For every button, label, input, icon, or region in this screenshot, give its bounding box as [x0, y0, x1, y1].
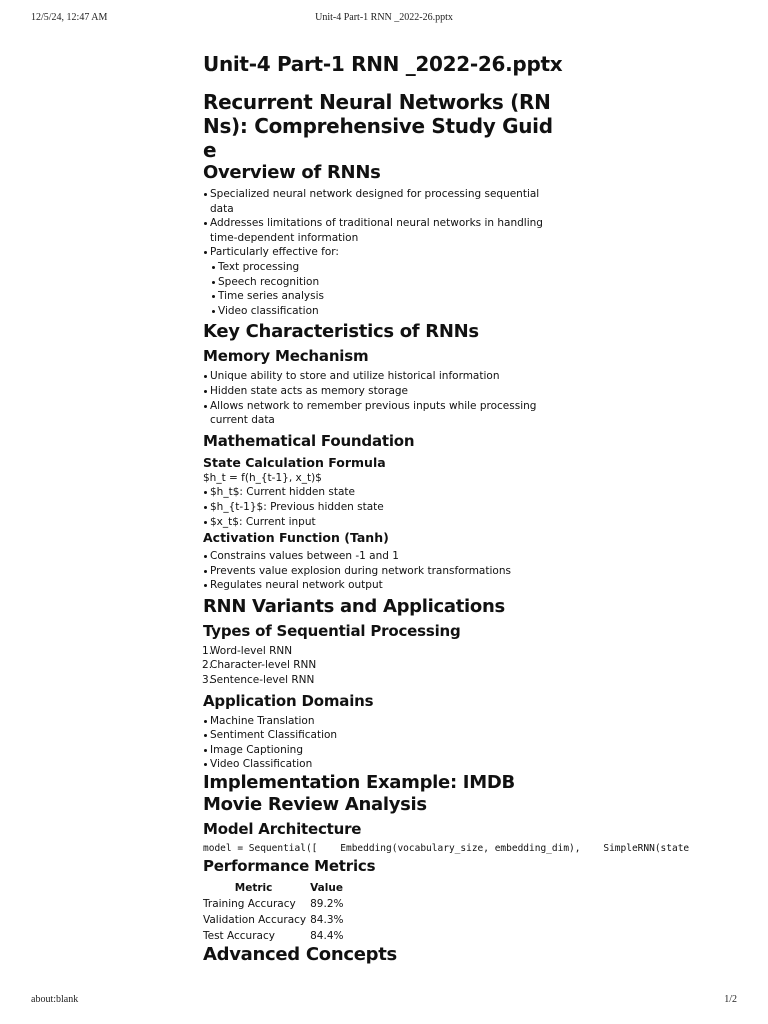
- list-item: Specialized neural network designed for processing sequential data: [210, 187, 563, 216]
- main-heading: Recurrent Neural Networks (RNNs): Comprehensive Study Guide: [203, 90, 553, 162]
- list-item: Time series analysis: [218, 289, 563, 304]
- table-row: [203, 928, 349, 944]
- overview-heading: Overview of RNNs: [203, 162, 381, 183]
- table-cell: 89.2%: [310, 898, 344, 911]
- overview-list: [203, 187, 563, 260]
- table-header-cell: Metric: [234, 882, 273, 895]
- key-characteristics-heading: Key Characteristics of RNNs: [203, 321, 479, 343]
- list-item: $h_t$: Current hidden state: [210, 485, 563, 500]
- document-body: [203, 52, 690, 966]
- print-url: about:blank: [31, 994, 79, 1005]
- list-item: Addresses limitations of traditional neural networks in handling time-dependent information: [210, 216, 563, 245]
- overview-sublist: [203, 260, 563, 318]
- table-row: [203, 896, 349, 912]
- table-cell: 84.4%: [310, 930, 344, 943]
- code-block: model = Sequential([ Embedding(vocabulary_size, embedding_dim), SimpleRNN(state: [203, 843, 690, 855]
- print-page-number: 1/2: [724, 994, 737, 1005]
- table-header-cell: Value: [310, 882, 343, 895]
- list-item: Text processing: [218, 260, 563, 275]
- memory-list: [203, 369, 563, 427]
- list-item: Unique ability to store and utilize historical information: [210, 369, 563, 384]
- list-item: Sentence-level RNN: [210, 674, 315, 687]
- list-item: Particularly effective for:: [210, 245, 563, 260]
- table-row: [203, 912, 349, 928]
- print-datetime: 12/5/24, 12:47 AM: [31, 12, 108, 23]
- table-cell: Test Accuracy: [203, 930, 275, 943]
- domains-heading: Application Domains: [203, 691, 374, 710]
- table-cell: 84.3%: [310, 914, 344, 927]
- formula-list: [203, 485, 563, 529]
- list-item: Video Classification: [210, 757, 563, 772]
- list-item: Sentiment Classification: [210, 728, 563, 743]
- types-heading: Types of Sequential Processing: [203, 621, 461, 640]
- state-formula: $h_t = f(h_{t-1}, x_t)$: [203, 471, 322, 484]
- list-item: Character-level RNN: [210, 659, 317, 672]
- architecture-heading: Model Architecture: [203, 820, 362, 839]
- list-item: Video classification: [218, 304, 563, 319]
- variants-heading: RNN Variants and Applications: [203, 595, 505, 617]
- list-item: Speech recognition: [218, 275, 563, 290]
- print-header: [0, 12, 768, 26]
- table-cell: Training Accuracy: [203, 898, 296, 911]
- print-doc-title: Unit-4 Part-1 RNN _2022-26.pptx: [315, 12, 453, 23]
- implementation-heading: Implementation Example: IMDB Movie Review Analysis: [203, 772, 515, 816]
- document-title: Unit-4 Part-1 RNN _2022-26.pptx: [203, 52, 563, 76]
- print-footer: [0, 994, 768, 1008]
- list-item: Hidden state acts as memory storage: [210, 384, 563, 399]
- domains-list: [203, 714, 563, 772]
- advanced-heading: Advanced Concepts: [203, 944, 397, 966]
- list-item: $x_t$: Current input: [210, 515, 563, 530]
- table-header-row: [203, 880, 349, 896]
- list-item: Allows network to remember previous inputs while processing current data: [210, 399, 563, 428]
- math-heading: Mathematical Foundation: [203, 431, 415, 450]
- memory-heading: Memory Mechanism: [203, 347, 369, 366]
- types-list: [203, 644, 563, 688]
- list-item: Machine Translation: [210, 714, 563, 729]
- list-item: Image Captioning: [210, 743, 563, 758]
- list-item: Word-level RNN: [210, 644, 293, 657]
- table-cell: Validation Accuracy: [203, 914, 307, 927]
- list-item: $h_{t-1}$: Previous hidden state: [210, 500, 563, 515]
- activation-heading: Activation Function (Tanh): [203, 530, 389, 546]
- list-item: Regulates neural network output: [210, 578, 563, 593]
- metrics-heading: Performance Metrics: [203, 857, 376, 876]
- formula-heading: State Calculation Formula: [203, 454, 386, 470]
- metrics-table: [203, 880, 349, 944]
- list-item: Constrains values between -1 and 1: [210, 549, 563, 564]
- activation-list: [203, 549, 563, 593]
- list-item: Prevents value explosion during network transformations: [210, 564, 563, 579]
